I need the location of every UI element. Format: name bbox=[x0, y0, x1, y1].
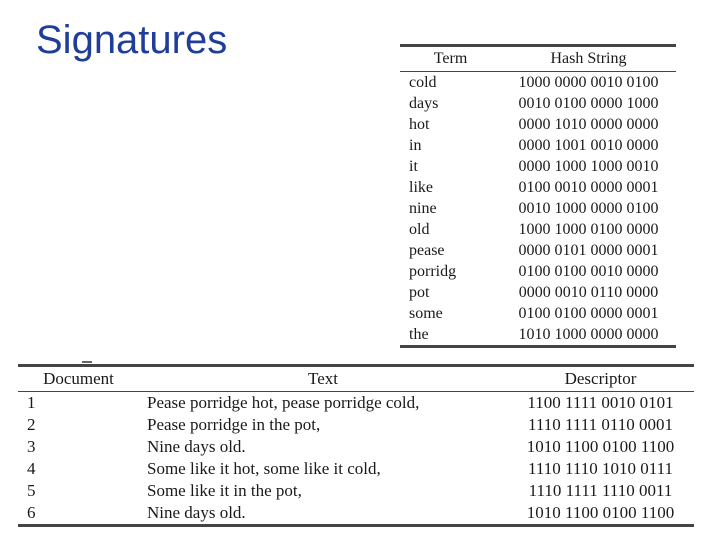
document-number-cell: 4 bbox=[27, 459, 36, 478]
term-row bbox=[400, 135, 676, 156]
decorative-dash bbox=[82, 361, 92, 363]
document-number-cell: 1 bbox=[27, 393, 36, 412]
hash-cell: 0000 1010 0000 0000 bbox=[518, 115, 659, 133]
term-row bbox=[400, 93, 676, 114]
slide-title: Signatures bbox=[36, 18, 228, 62]
document-number-cell: 3 bbox=[27, 437, 36, 456]
descriptor-cell: 1110 1111 1110 0011 bbox=[528, 481, 673, 500]
document-text-cell: Nine days old. bbox=[147, 437, 246, 456]
hash-cell: 0010 0100 0000 1000 bbox=[518, 94, 659, 112]
term-row bbox=[400, 156, 676, 177]
hash-cell: 1010 1000 0000 0000 bbox=[518, 325, 659, 343]
term-row bbox=[400, 261, 676, 282]
descriptor-cell: 1100 1111 0010 0101 bbox=[527, 393, 674, 412]
hash-column-header: Hash String bbox=[501, 46, 676, 72]
document-row bbox=[18, 414, 694, 436]
term-column-header: Term bbox=[400, 46, 501, 72]
term-row bbox=[400, 219, 676, 240]
hash-cell: 0100 0100 0010 0000 bbox=[518, 262, 659, 280]
term-cell: like bbox=[409, 178, 433, 196]
term-row bbox=[400, 198, 676, 219]
document-row bbox=[18, 436, 694, 458]
term-row bbox=[400, 114, 676, 135]
document-text-cell: Pease porridge in the pot, bbox=[147, 415, 321, 434]
document-descriptor-table bbox=[18, 364, 694, 527]
term-cell: it bbox=[409, 157, 418, 175]
descriptor-cell: 1110 1111 0110 0001 bbox=[528, 415, 673, 434]
hash-cell: 0000 1001 0010 0000 bbox=[518, 136, 659, 154]
document-text-cell: Pease porridge hot, pease porridge cold, bbox=[147, 393, 420, 412]
term-row bbox=[400, 303, 676, 324]
document-number-cell: 2 bbox=[27, 415, 36, 434]
term-row bbox=[400, 177, 676, 198]
descriptor-column-header: Descriptor bbox=[507, 366, 694, 392]
descriptor-cell: 1010 1100 0100 1100 bbox=[526, 437, 675, 456]
hash-cell: 1000 1000 0100 0000 bbox=[518, 220, 659, 238]
hash-cell: 0000 0101 0000 0001 bbox=[518, 241, 659, 259]
term-cell: cold bbox=[409, 73, 437, 91]
document-text-cell: Some like it in the pot, bbox=[147, 481, 302, 500]
hash-cell: 0000 0010 0110 0000 bbox=[518, 283, 659, 301]
term-cell: pease bbox=[409, 241, 445, 259]
term-cell: in bbox=[409, 136, 422, 154]
term-hash-table bbox=[400, 44, 676, 348]
term-cell: the bbox=[409, 325, 429, 343]
term-cell: nine bbox=[409, 199, 437, 217]
hash-cell: 0000 1000 1000 0010 bbox=[518, 157, 659, 175]
term-cell: hot bbox=[409, 115, 430, 133]
doc-table-header-row bbox=[18, 366, 694, 392]
document-text-cell: Nine days old. bbox=[147, 503, 246, 522]
term-cell: old bbox=[409, 220, 430, 238]
term-table-header-row bbox=[400, 46, 676, 72]
term-row bbox=[400, 282, 676, 303]
document-row bbox=[18, 480, 694, 502]
descriptor-cell: 1110 1110 1010 0111 bbox=[528, 459, 673, 478]
hash-cell: 0100 0010 0000 0001 bbox=[518, 178, 659, 196]
document-row bbox=[18, 392, 694, 415]
text-column-header: Text bbox=[139, 366, 507, 392]
document-row bbox=[18, 502, 694, 526]
document-column-header: Document bbox=[18, 366, 139, 392]
term-cell: days bbox=[409, 94, 439, 112]
term-row bbox=[400, 324, 676, 347]
term-cell: some bbox=[409, 304, 443, 322]
term-cell: porridg bbox=[409, 262, 457, 280]
hash-cell: 0010 1000 0000 0100 bbox=[518, 199, 659, 217]
document-number-cell: 5 bbox=[27, 481, 36, 500]
document-text-cell: Some like it hot, some like it cold, bbox=[147, 459, 381, 478]
term-cell: pot bbox=[409, 283, 430, 301]
term-row bbox=[400, 240, 676, 261]
hash-cell: 0100 0100 0000 0001 bbox=[518, 304, 659, 322]
document-number-cell: 6 bbox=[27, 503, 36, 522]
hash-cell: 1000 0000 0010 0100 bbox=[518, 73, 659, 91]
document-row bbox=[18, 458, 694, 480]
term-row bbox=[400, 72, 676, 94]
descriptor-cell: 1010 1100 0100 1100 bbox=[526, 503, 675, 522]
